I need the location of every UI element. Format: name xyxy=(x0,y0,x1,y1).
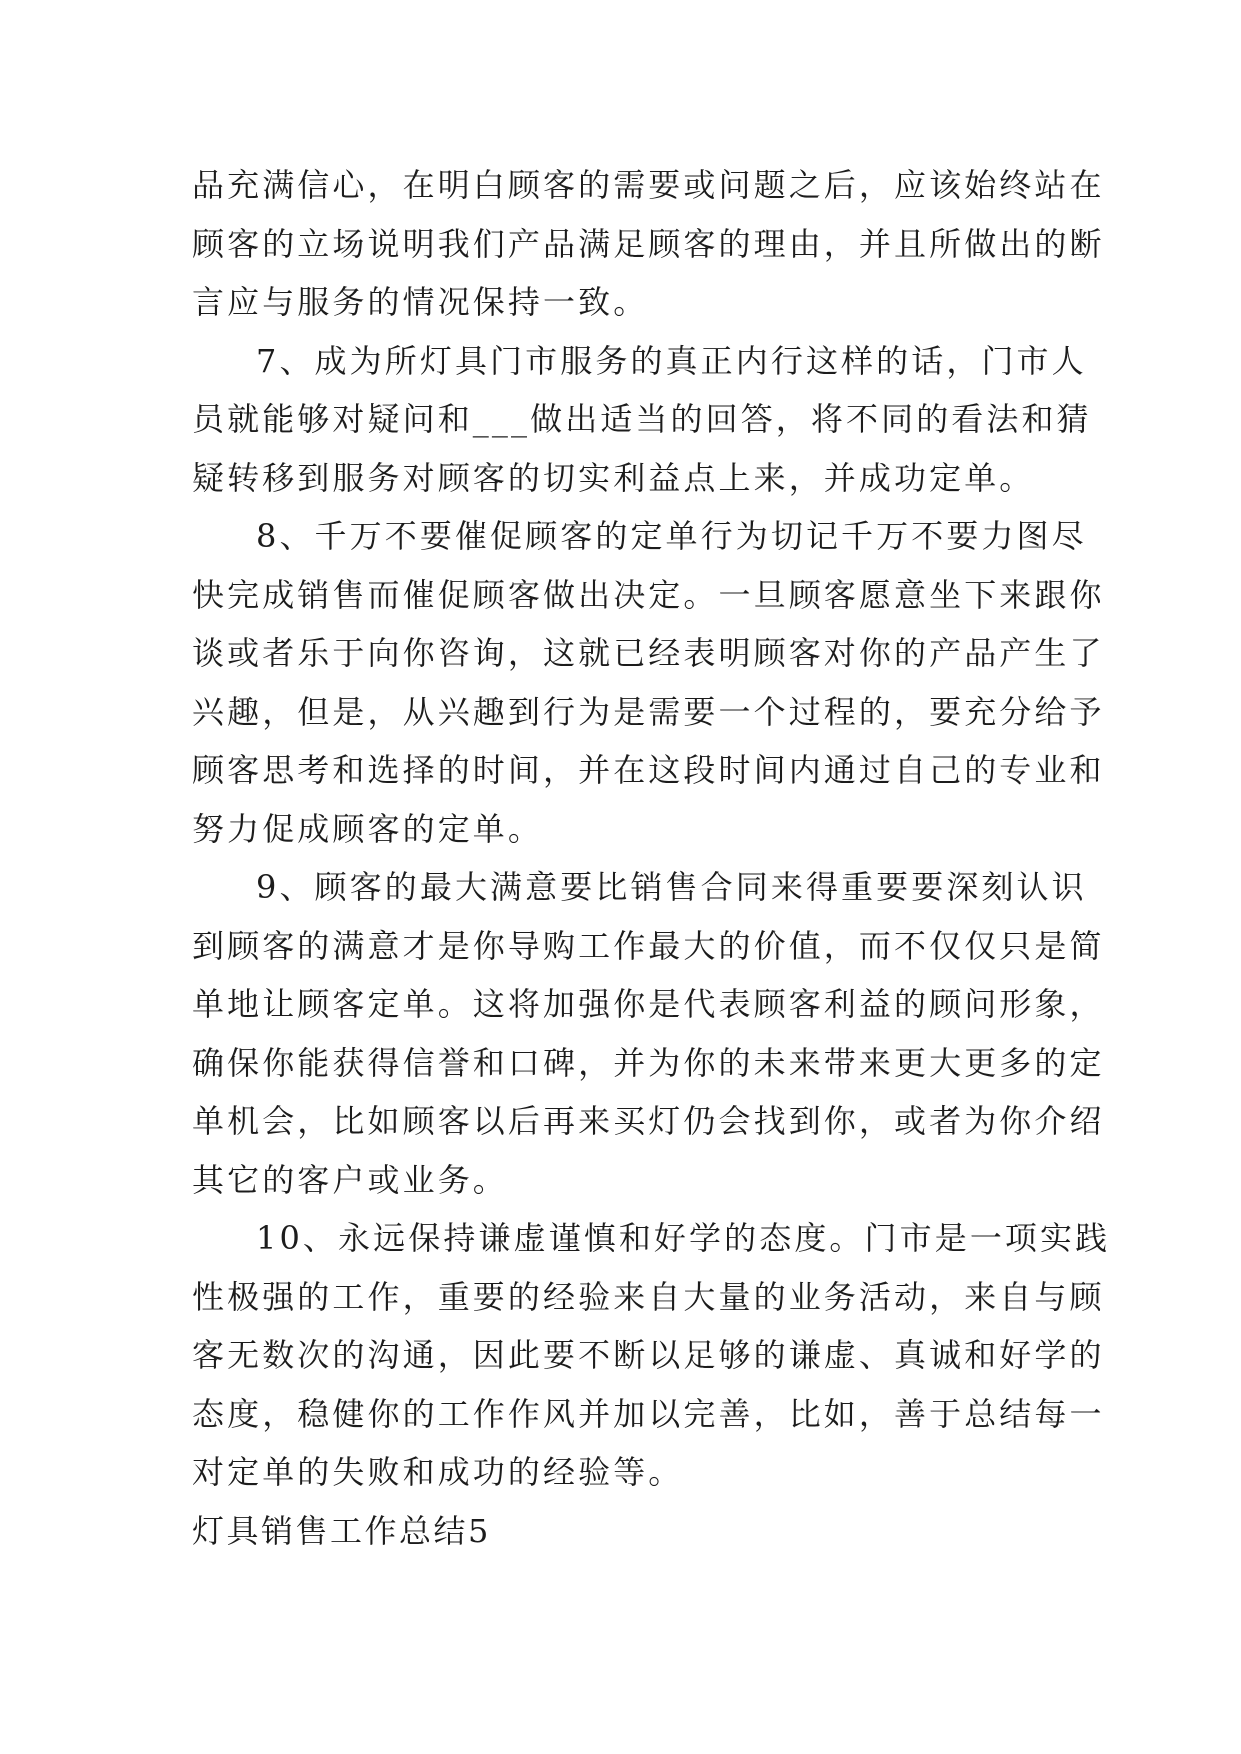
text-line: 员就能够对疑问和___做出适当的回答，将不同的看法和猜 xyxy=(192,400,1092,438)
text-line: 谈或者乐于向你咨询，这就已经表明顾客对你的产品产生了 xyxy=(192,634,1105,672)
document-body xyxy=(192,156,1111,1560)
text-line: 对定单的失败和成功的经验等。 xyxy=(192,1453,684,1491)
text-line: 态度，稳健你的工作作风并加以完善，比如，善于总结每一 xyxy=(192,1394,1105,1433)
text-line: 疑转移到服务对顾客的切实利益点上来，并成功定单。 xyxy=(192,458,1035,497)
text-line: 快完成销售而催促顾客做出决定。一旦顾客愿意坐下来跟你 xyxy=(192,575,1105,614)
text-line: 顾客思考和选择的时间，并在这段时间内通过自己的专业和 xyxy=(192,751,1105,789)
paragraph-item-9 xyxy=(192,858,1105,1209)
text-line: 9、顾客的最大满意要比销售合同来得重要要深刻认识 xyxy=(256,868,1087,906)
text-line: 单地让顾客定单。这将加强你是代表顾客利益的顾问形象， xyxy=(192,985,1105,1023)
paragraph-item-7 xyxy=(192,332,1092,508)
text-line: 10、永远保持谦虚谨慎和好学的态度。门市是一项实践 xyxy=(256,1219,1111,1257)
text-line: 确保你能获得信誉和口碑，并为你的未来带来更大更多的定 xyxy=(192,1043,1105,1082)
text-line: 品充满信心，在明白顾客的需要或问题之后，应该始终站在 xyxy=(192,166,1105,204)
text-line: 其它的客户或业务。 xyxy=(192,1160,508,1199)
text-line: 兴趣，但是，从兴趣到行为是需要一个过程的，要充分给予 xyxy=(192,692,1105,731)
text-line: 顾客的立场说明我们产品满足顾客的理由，并且所做出的断 xyxy=(192,224,1105,263)
paragraph-item-8 xyxy=(192,507,1105,858)
paragraph-continuation xyxy=(192,156,1105,332)
text-line: 言应与服务的情况保持一致。 xyxy=(192,283,649,321)
text-line: 到顾客的满意才是你导购工作最大的价值，而不仅仅只是简 xyxy=(192,926,1105,965)
text-line: 性极强的工作，重要的经验来自大量的业务活动，来自与顾 xyxy=(192,1277,1105,1316)
text-line: 7、成为所灯具门市服务的真正内行这样的话，门市人 xyxy=(256,341,1087,380)
paragraph-item-10 xyxy=(192,1209,1111,1502)
text-line: 单机会，比如顾客以后再来买灯仍会找到你，或者为你介绍 xyxy=(192,1102,1105,1140)
text-line: 客无数次的沟通，因此要不断以足够的谦虚、真诚和好学的 xyxy=(192,1336,1105,1374)
text-line: 8、千万不要催促顾客的定单行为切记千万不要力图尽 xyxy=(256,517,1087,555)
text-line: 努力促成顾客的定单。 xyxy=(192,809,544,848)
section-heading: 灯具销售工作总结5 xyxy=(192,1511,491,1550)
